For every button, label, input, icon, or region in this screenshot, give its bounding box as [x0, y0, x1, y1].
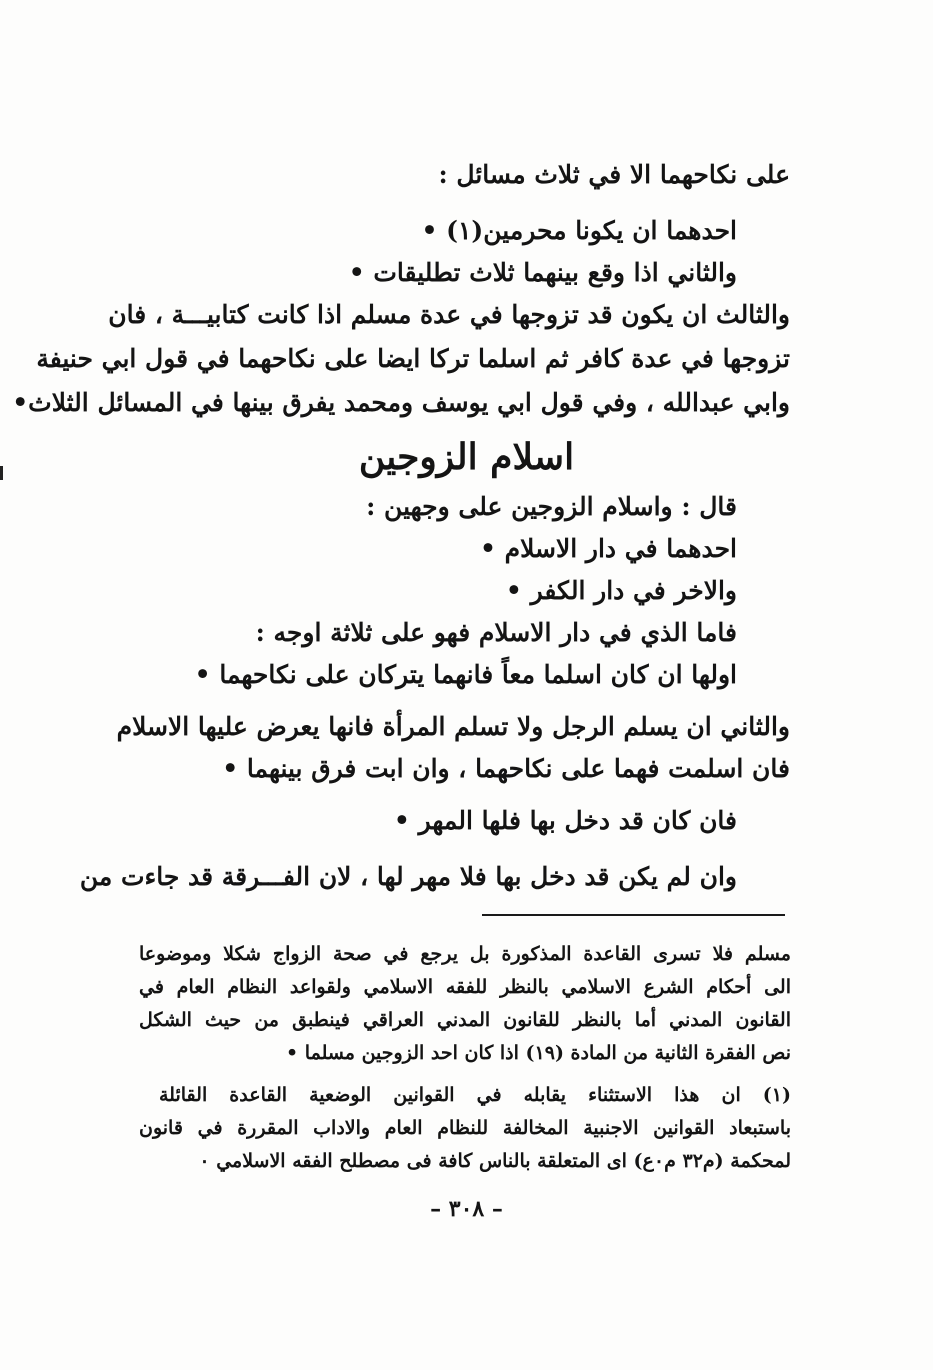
body-line-5: تزوجها في عدة كافر ثم اسلما تركا ايضا على نكاحهما في قول ابي حنيفة — [36, 344, 790, 373]
footnote-cont-line-4: نص الفقرة الثانية من المادة (١٩) اذا كان احد الزوجين مسلما • — [286, 1042, 791, 1064]
footnote-cont-line-3: القانون المدني أما بالنظر للقانون المدني العراقي فينطبق من حيث الشكل — [139, 1009, 791, 1031]
section-line-1: قال : واسلام الزوجين على وجهين : — [366, 492, 737, 521]
section-line-4: فاما الذي في دار الاسلام فهو على ثلاثة اوجه : — [255, 618, 737, 647]
page-number: – ٣٠٨ – — [430, 1196, 503, 1222]
section-line-3: والاخر في دار الكفر • — [505, 576, 737, 605]
body-line-4: والثالث ان يكون قد تزوجها في عدة مسلم اذا كانت كتابيـــة ، فان — [108, 300, 790, 329]
footnote-separator — [482, 914, 785, 916]
body-line-3: والثاني اذا وقع بينهما ثلاث تطليقات • — [348, 258, 737, 287]
footnote-1-line-2: باستبعاد القوانين الاجنبية المخالفة للنظام العام والاداب المقررة في قانون — [139, 1117, 791, 1139]
section-line-5: اولها ان كان اسلما معاً فانهما يتركان على نكاحهما • — [194, 660, 737, 689]
body-line-1: على نكاحهما الا في ثلاث مسائل : — [438, 160, 790, 189]
footnote-cont-line-2: الى أحكام الشرع الاسلامي بالنظر للفقه الاسلامي ولقواعد النظام العام في — [139, 976, 791, 998]
section-line-8: فان كان قد دخل بها فلها المهر • — [393, 806, 737, 835]
section-heading: اسلام الزوجين — [358, 436, 575, 478]
section-line-7: فان اسلمت فهما على نكاحهما ، وان ابت فرق بينهما • — [222, 754, 790, 783]
body-line-6: وابي عبدالله ، وفي قول ابي يوسف ومحمد يفرق بينها في المسائل الثلاث• — [12, 388, 790, 417]
section-line-6: والثاني ان يسلم الرجل ولا تسلم المرأة فانها يعرض عليها الاسلام — [116, 712, 790, 741]
section-line-2: احدهما في دار الاسلام • — [479, 534, 737, 563]
footnote-1-line-3: لمحكمة (م٣٢ م٠ع) اى المتعلقة بالناس كافة فى مصطلح الفقه الاسلامي ٠ — [199, 1150, 791, 1172]
footnote-1-line-1: (١) ان هذا الاستثناء يقابله في القوانين الوضعية القاعدة القائلة — [159, 1084, 791, 1106]
footnote-cont-line-1: مسلم فلا تسرى القاعدة المذكورة بل يرجع في صحة الزواج شكلا وموضوعا — [139, 943, 791, 965]
section-line-9: وان لم يكن قد دخل بها فلا مهر لها ، لان الفـــرقة قد جاءت من — [79, 862, 737, 891]
body-line-2: احدهما ان يكونا محرمين(١) • — [421, 216, 737, 245]
